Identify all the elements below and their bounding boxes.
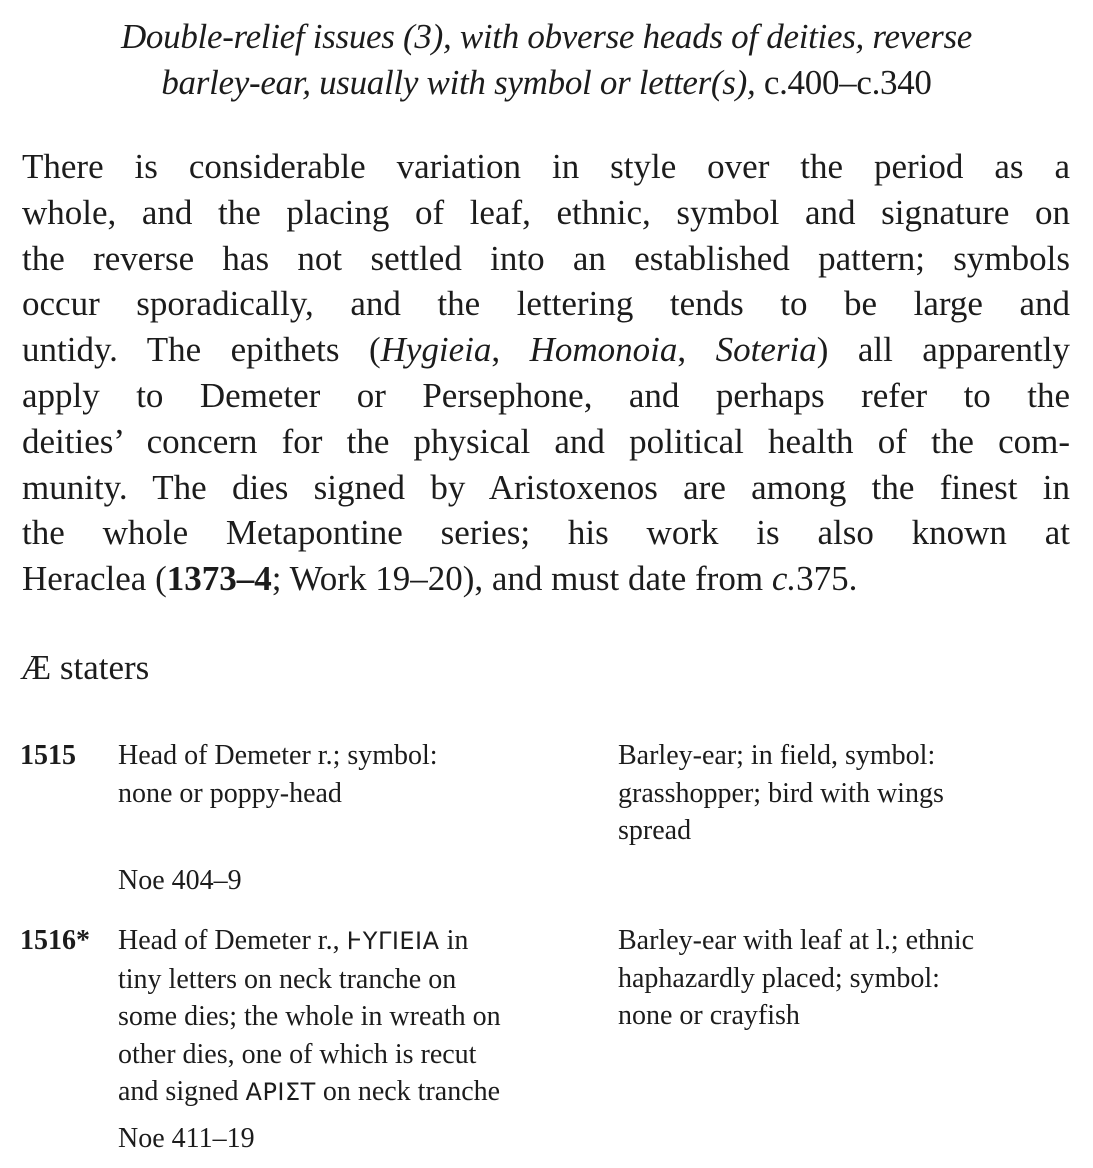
text-run: ) all apparently (816, 330, 1070, 370)
catalogue-entry (20, 737, 1080, 907)
text-run: deities’ concern for the physical and political health of the com- (22, 421, 1070, 461)
reverse-description (618, 737, 1058, 850)
reverse-line: haphazardly placed; symbol: (618, 962, 940, 994)
denomination-heading: Æ staters (20, 648, 150, 687)
description-paragraph (22, 144, 1070, 602)
text-run: the reverse has not settled into an established pattern; symbols (22, 238, 1070, 278)
text-run: There is considerable variation in style over the period as a (22, 147, 1070, 186)
section-heading-line-2-text: barley-ear, usually with symbol or letter(s), (161, 63, 764, 102)
italic-text: Soteria (715, 330, 817, 370)
obverse-description (118, 922, 578, 1112)
entry-reference: Noe 411–19 (118, 1123, 255, 1154)
obverse-line (118, 775, 578, 813)
obverse-line (118, 922, 578, 961)
reverse-description (618, 922, 1058, 1035)
section-heading-line-1: Double-relief issues (3), with obverse heads of deities, reverse (120, 17, 973, 56)
obverse-description (118, 737, 578, 812)
paragraph-line (22, 190, 1070, 236)
text-run: 375. (796, 559, 858, 599)
paragraph-line (22, 144, 1070, 190)
text-run: Heraclea ( (22, 559, 167, 599)
greek-inscription: ΑΡΙΣΤ (245, 1078, 316, 1107)
text-run: tiny letters on neck tranche on (118, 963, 457, 995)
entry-number: 1515 (20, 740, 76, 771)
text-run: occur sporadically, and the lettering tends to be large and (22, 284, 1070, 324)
text-run: , (491, 330, 530, 370)
reverse-line: none or crayfish (618, 1000, 800, 1032)
italic-text: Homonoia (529, 330, 678, 370)
obverse-line (118, 998, 578, 1036)
text-run: apply to Demeter or Persephone, and perhaps refer to the (22, 375, 1070, 415)
text-run: Head of Demeter r., (118, 925, 347, 956)
text-run: munity. The dies signed by Aristoxenos are among the finest in (22, 467, 1070, 507)
paragraph-line (22, 419, 1070, 465)
text-run: ; Work 19–20), and must date from (271, 559, 772, 599)
text-run: other dies, one of which is recut (118, 1038, 477, 1070)
paragraph-line (22, 556, 1070, 602)
reverse-line: Barley-ear with leaf at l.; ethnic (618, 925, 975, 956)
paragraph-line (22, 510, 1070, 556)
text-run: the whole Metapontine series; his work is also known at (22, 513, 1070, 553)
paragraph-line (22, 281, 1070, 327)
text-run: in (439, 925, 469, 956)
text-run: untidy. The epithets ( (22, 330, 381, 370)
text-run: Head of Demeter r.; symbol: (118, 740, 438, 771)
obverse-line (118, 737, 578, 775)
italic-text: c. (771, 559, 797, 599)
paragraph-line (22, 465, 1070, 511)
section-heading-line-2 (0, 60, 1093, 106)
entry-reference: Noe 404–9 (118, 865, 242, 896)
text-run: none or poppy-head (118, 777, 342, 809)
section-heading (0, 14, 1093, 106)
paragraph-line (22, 327, 1070, 373)
obverse-line (118, 961, 578, 999)
catalogue-entry (20, 922, 1080, 1162)
cross-reference: 1373–4 (166, 559, 272, 599)
section-date-range: c.400–c.340 (763, 63, 932, 102)
entry-number: 1516* (20, 925, 90, 956)
reverse-line: spread (618, 815, 692, 847)
greek-inscription: ͰΥΓΙΕΙΑ (346, 927, 440, 955)
text-run: on neck tranche (315, 1076, 501, 1108)
text-run: and signed (118, 1076, 246, 1108)
reverse-line: Barley-ear; in field, symbol: (618, 740, 936, 771)
text-run: , (677, 330, 716, 370)
obverse-line (118, 1073, 578, 1112)
text-run: some dies; the whole in wreath on (118, 1001, 501, 1033)
paragraph-line (22, 373, 1070, 419)
text-run: whole, and the placing of leaf, ethnic, symbol and signature on (22, 192, 1070, 232)
italic-text: Hygieia (380, 330, 492, 370)
reverse-line: grasshopper; bird with wings (618, 777, 944, 809)
paragraph-line (22, 236, 1070, 282)
obverse-line (118, 1036, 578, 1074)
